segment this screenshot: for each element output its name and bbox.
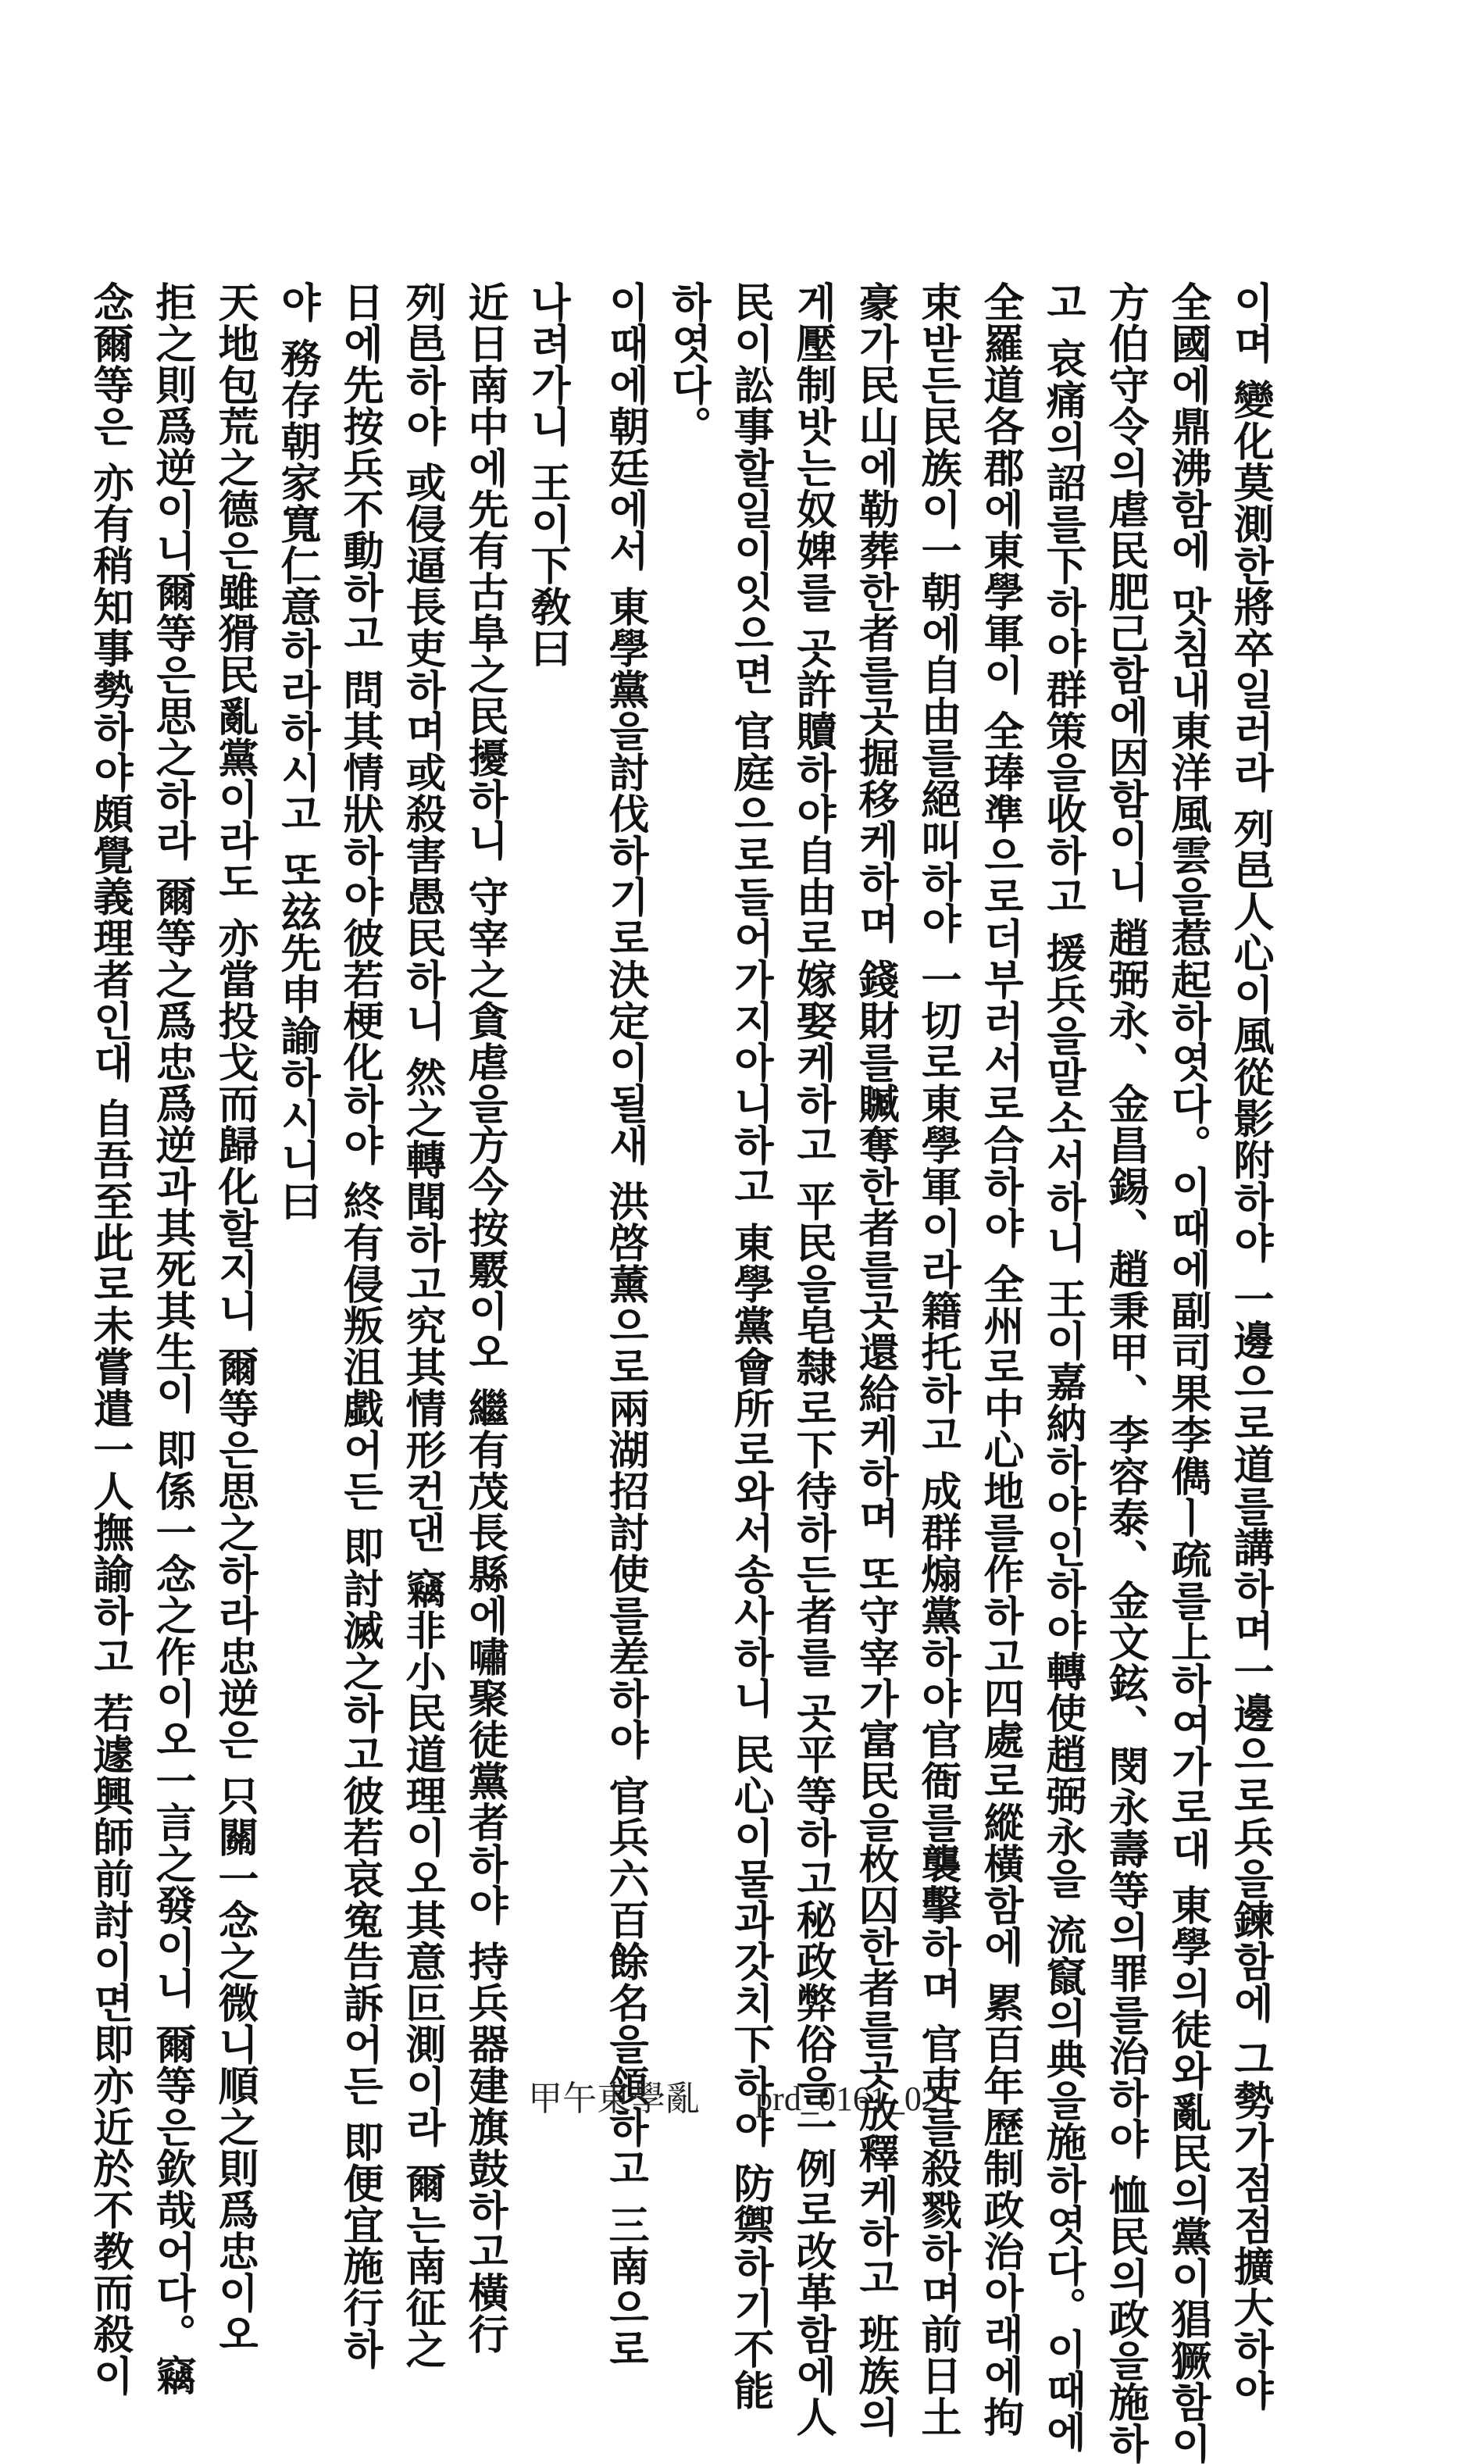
text-line-4: 고 哀痛의詔를下하야群策을收하고 援兵을말소서하니 王이嘉納하야인하야轉使趙弼永을 流竄의典을施하엿다。이때에 [1039,281,1086,2453]
text-line-8: 게壓制밧는奴婢를 곳許贖하야自由로嫁娶케하고 平民을皂隸로下待하든者를 곳平等하고秘政弊俗을一例로改革함에人 [789,281,837,2438]
text-line-13: 近日南中에先有古阜之民擾하니 守宰之貪虐을方今按覈이오 繼有茂長縣에嘯聚徒黨者하야 持兵器建旗鼓하고橫行 [461,281,508,2355]
text-line-12: 나려가니 王이下敎曰 [523,281,571,670]
text-line-19: 念爾等은 亦有稍知事勢하야頗覺義理者인대 自吾至此로未嘗遣一人撫諭하고 若遽興師前討이면即亦近於不教而殺이 [86,281,134,2397]
text-line-6: 束받든民族이一朝에自由를絕叫하야 一切로東學軍이라籍托하고 成群煽黨하야官衙를襲擊하며 官吏를殺戮하며前日土 [914,281,961,2438]
text-line-15: 日에先按兵不動하고 問其情狀하야彼若梗化하야 終有侵叛沮戱어든 即討滅之하고彼若哀寃告訴어든 即便宜施行하 [336,281,383,2370]
text-line-5: 全羅道各郡에東學軍이 全琫準으로더부러서로合하야 全州로中心地를作하고四處로縱橫함에 累百年歷制政治아래에拘 [976,281,1024,2438]
text-line-11: 이때에朝廷에서 東學黨을討伐하기로決定이될새 洪啓薰으로兩湖招討使를差하야 官兵六百餘名을領하고 三南으로 [601,281,649,2370]
text-line-9: 民이訟事할일이잇으면 官庭으로들어가지아니하고 東學黨會所로와서송사하니 民心이물과갓치下하야 防禦하기不能 [726,281,774,2412]
text-line-18: 拒之則爲逆이니爾等은思之하라 爾等之爲忠爲逆과其死其生이 即係一念之作이오一言之發이니 爾等은欽哉어다。竊 [148,281,196,2397]
footer-page-code: prd_0161_021 [755,2080,956,2118]
footer-title: 甲午東學亂 [528,2080,701,2118]
text-line-7: 豪가民山에勒葬한者를곳掘移케하며 錢財를贓奪한者를곳還給케하며 또守宰가富民을枚囚한者를곳放釋케하고 班族의 [851,281,899,2438]
text-line-16: 야 務存朝家寬仁意하라하시고 또玆先申諭하시니曰 [273,281,321,1223]
text-line-3: 方伯守令의虐民肥己함에因함이니 趙弼永、金昌錫、趙秉甲、李容泰、金文鉉、閔永壽等의罪를治하야 恤民의政을施하 [1101,281,1149,2464]
text-line-10: 하엿다。 [664,281,712,447]
text-line-1: 이며 變化莫測한將卒일러라 列邑人心이風從影附하야 一邊으로道를講하며一邊으로兵을鍊함에 그勢가점점擴大하야 [1226,281,1274,2412]
page-footer [0,2070,1484,2120]
text-line-17: 天地包荒之德은雖猾民亂黨이라도 亦當投戈而歸化할지니 爾等은思之하라忠逆은 只關一念之微니順之則爲忠이오 [211,281,259,2355]
text-line-2: 全國에鼎沸함에 맛침내東洋風雲을惹起하엿다。이때에副司果李儁ㅣ疏를上하여가로대 東學의徒와亂民의黨이猖獗함이 [1164,281,1211,2464]
text-line-14: 列邑하야 或侵逼長吏하며或殺害愚民하니 然之轉聞하고究其情形컨댄 竊非小民道理이오其意叵測이라 爾는南征之 [398,281,446,2370]
